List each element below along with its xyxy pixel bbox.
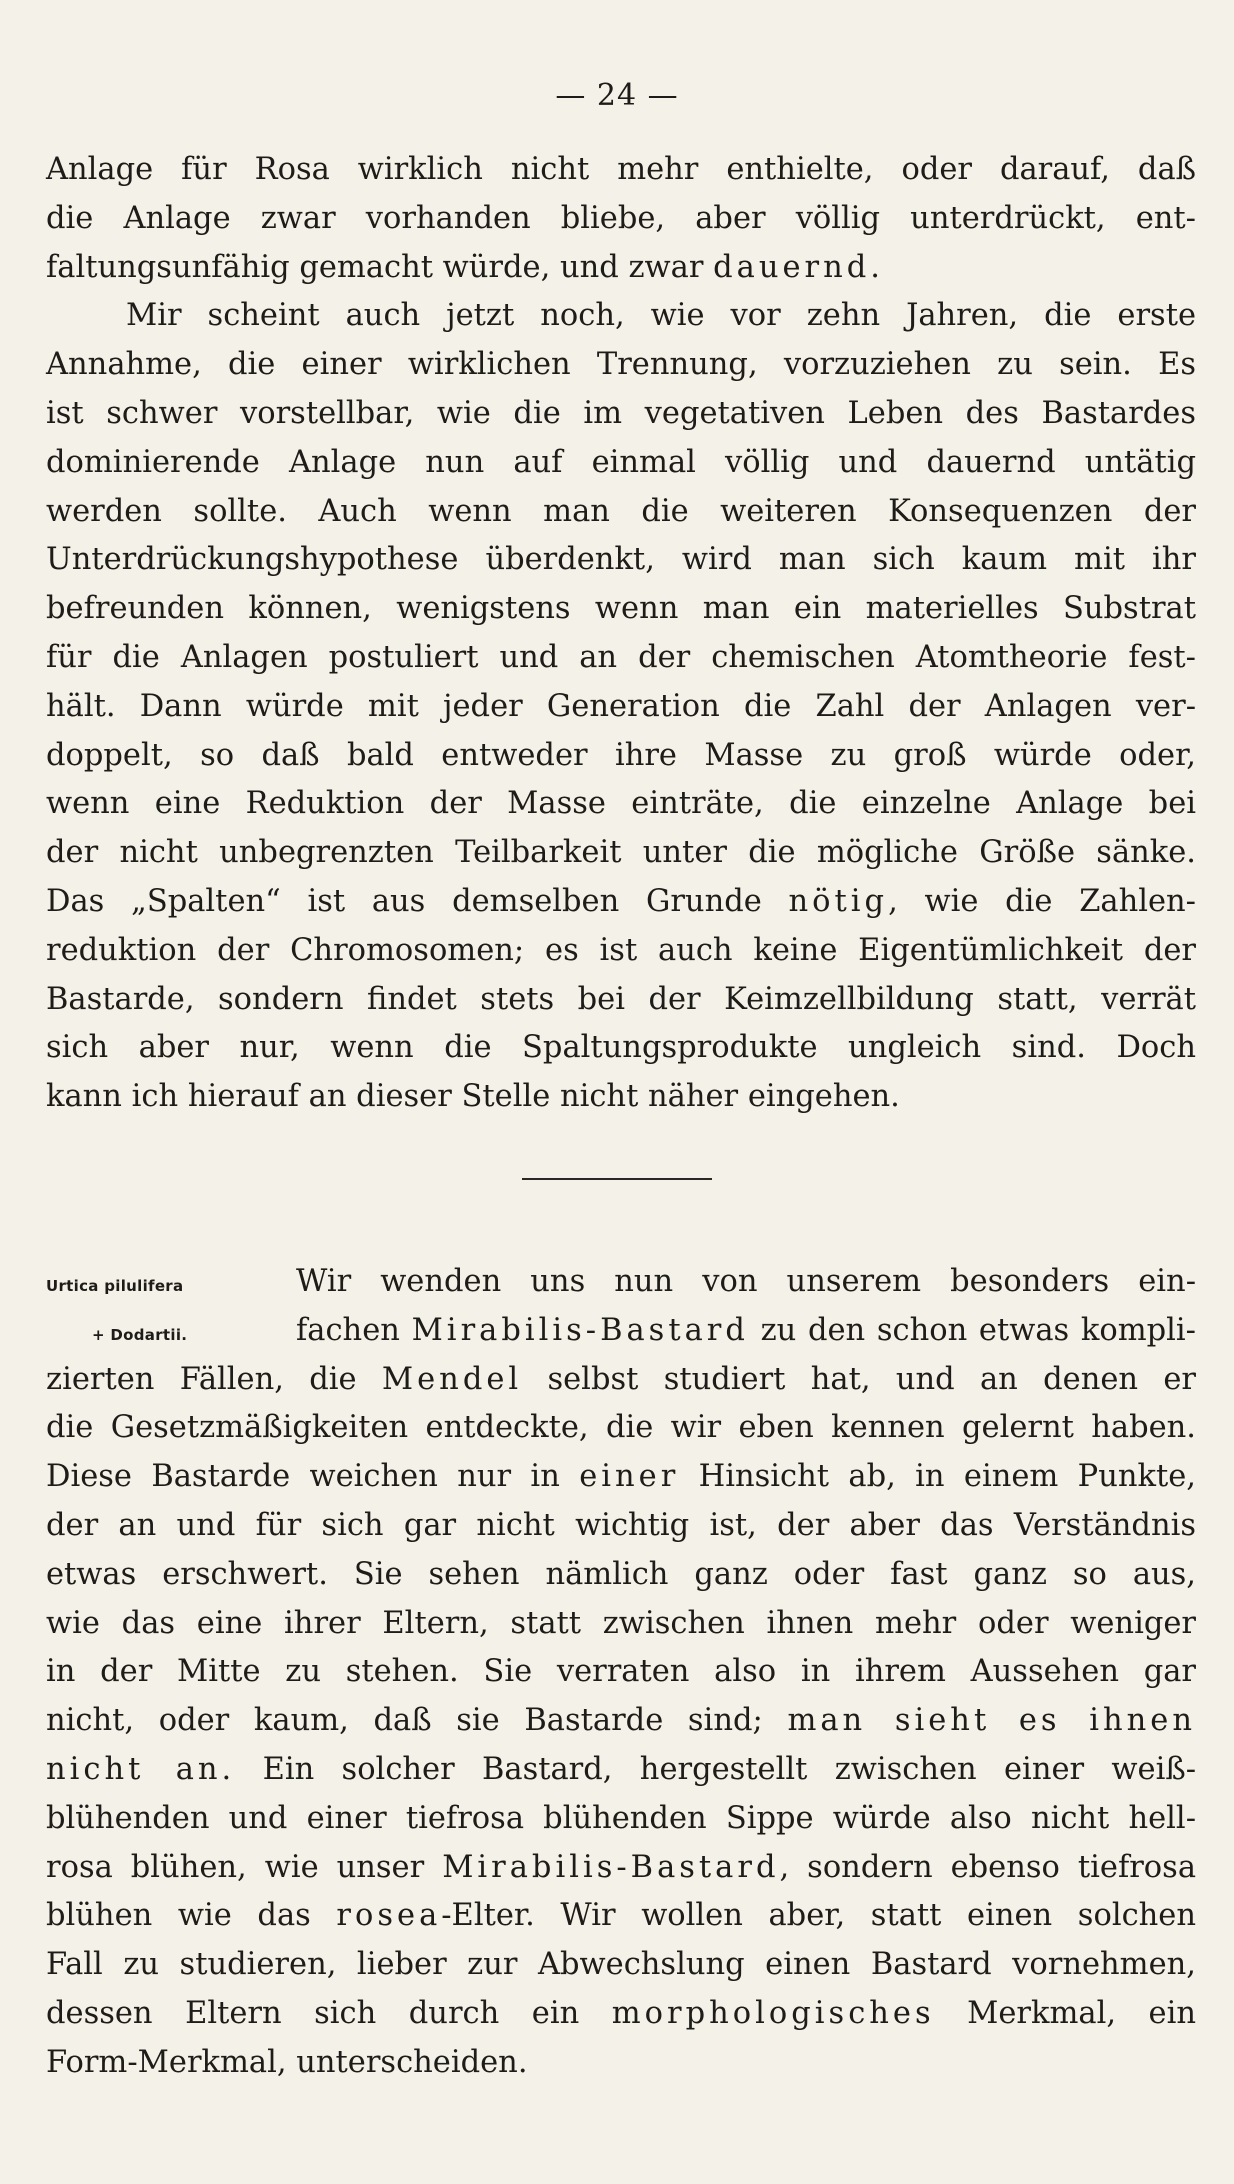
text-line: befreunden können, wenigstens wenn man ein materielles Substrat <box>46 591 1196 627</box>
text-fragment: blühen wie das <box>46 1898 311 1934</box>
emphasized-word: morphologisches <box>611 1995 935 2031</box>
emphasized-word: rosea <box>336 1898 442 1934</box>
text-line: wie das eine ihrer Eltern, statt zwischen ihnen mehr oder weniger <box>46 1605 1196 1641</box>
text-line: dominierende Anlage nun auf einmal völlig und dauernd untätig <box>46 444 1196 480</box>
text-line <box>46 1356 1196 1405</box>
text-line: reduktion der Chromosomen; es ist auch keine Eigentümlichkeit der <box>46 932 1196 968</box>
text-fragment: Diese Bastarde weichen nur in <box>46 1459 560 1495</box>
text-line: wenn eine Reduktion der Masse einträte, die einzelne Anlage bei <box>46 786 1196 822</box>
text-line: blühenden und einer tiefrosa blühenden Sippe würde also nicht hell- <box>46 1800 1196 1836</box>
text-line <box>46 878 1196 927</box>
text-fragment: Hinsicht ab, in einem Punkte, <box>698 1459 1196 1495</box>
page-number: — 24 — <box>555 78 679 113</box>
emphasized-word: einer <box>579 1459 680 1495</box>
text-line: die Anlage zwar vorhanden bliebe, aber völlig unterdrückt, ent- <box>46 200 1196 236</box>
text-line: der nicht unbegrenzten Teilbarkeit unter die mögliche Größe sänke. <box>46 835 1196 871</box>
text-line: ist schwer vorstellbar, wie die im vegetativen Leben des Bastardes <box>46 395 1196 431</box>
paragraph-mendel <box>46 1356 1196 2088</box>
emphasized-word: nötig <box>788 883 889 919</box>
margin-note <box>46 1262 246 1360</box>
text-line: Mir scheint auch jetzt noch, wie vor zehn Jahren, die erste <box>126 298 1196 334</box>
emphasized-word: Mendel <box>381 1361 523 1397</box>
text-line <box>46 244 1196 293</box>
emphasized-phrase: man sieht es ihnen <box>787 1703 1196 1739</box>
text-fragment: fachen <box>296 1312 400 1348</box>
text-fragment: faltungsunfähig gemacht würde, und zwar <box>46 249 704 285</box>
text-line: in der Mitte zu stehen. Sie verraten also in ihrem Aussehen gar <box>46 1654 1196 1690</box>
text-line <box>46 1844 1196 1893</box>
text-line: doppelt, so daß bald entweder ihre Masse zu groß würde oder, <box>46 737 1196 773</box>
margin-note-species: Urtica pilulifera <box>46 1277 184 1295</box>
text-line: Form-Merkmal, unterscheiden. <box>46 2044 528 2080</box>
emphasized-word: dauernd. <box>713 249 884 285</box>
text-line: Annahme, die einer wirklichen Trennung, vorzuziehen zu sein. Es <box>46 347 1196 383</box>
text-line: der an und für sich gar nicht wichtig ist, der aber das Verständnis <box>46 1507 1196 1543</box>
text-fragment: Ein solcher Bastard, hergestellt zwischen einer weiß- <box>262 1751 1196 1787</box>
text-fragment: nicht, oder kaum, daß sie Bastarde sind; <box>46 1703 763 1739</box>
text-line: Wir wenden uns nun von unserem besonders ein- <box>296 1264 1196 1299</box>
text-fragment: Merkmal, ein <box>967 1995 1196 2031</box>
text-line <box>46 1453 1196 1502</box>
text-fragment: , wie die Zahlen- <box>888 883 1196 919</box>
text-line: kann ich hierauf an dieser Stelle nicht näher eingehen. <box>46 1079 900 1115</box>
emphasized-phrase: nicht an. <box>46 1751 236 1787</box>
paragraph-intro-lines <box>296 1258 1196 1356</box>
text-line: etwas erschwert. Sie sehen nämlich ganz oder fast ganz so aus, <box>46 1556 1196 1592</box>
text-line: werden sollte. Auch wenn man die weiteren Konsequenzen der <box>46 493 1196 529</box>
text-fragment: -Elter. Wir wollen aber, statt einen solchen <box>441 1898 1196 1934</box>
text-line <box>46 1990 1196 2039</box>
section-divider <box>522 1178 712 1180</box>
text-fragment: , sondern ebenso tiefrosa <box>779 1849 1197 1885</box>
text-fragment: zierten Fällen, die <box>46 1361 357 1397</box>
text-line <box>296 1307 1196 1356</box>
text-fragment: Das „Spalten“ ist aus demselben Grunde <box>46 883 762 919</box>
text-line: Bastarde, sondern findet stets bei der Keimzellbildung statt, verrät <box>46 981 1196 1017</box>
text-line: Unterdrückungshypothese überdenkt, wird man sich kaum mit ihr <box>46 542 1196 578</box>
text-line: sich aber nur, wenn die Spaltungsprodukte ungleich sind. Doch <box>46 1030 1196 1066</box>
paragraph-argument <box>46 292 1196 1122</box>
text-line <box>46 1746 1196 1795</box>
text-line: hält. Dann würde mit jeder Generation die Zahl der Anlagen ver- <box>46 688 1196 724</box>
text-line: Anlage für Rosa wirklich nicht mehr enthielte, oder darauf, daß <box>46 152 1196 187</box>
emphasized-word: Mirabilis-Bastard <box>411 1312 749 1348</box>
text-line <box>46 1697 1196 1746</box>
text-line: Fall zu studieren, lieber zur Abwechslung einen Bastard vornehmen, <box>46 1947 1196 1983</box>
text-line <box>46 1892 1196 1941</box>
text-line: für die Anlagen postuliert und an der chemischen Atomtheorie fest- <box>46 639 1196 675</box>
text-fragment: selbst studiert hat, und an denen er <box>547 1361 1196 1397</box>
text-fragment: zu den schon etwas kompli- <box>760 1312 1196 1348</box>
text-fragment: dessen Eltern sich durch ein <box>46 1995 580 2031</box>
margin-note-cross: + Dodartii. <box>92 1325 188 1344</box>
text-line: die Gesetzmäßigkeiten entdeckte, die wir eben kennen gelernt haben. <box>46 1410 1196 1446</box>
paragraph-continuation <box>46 146 1196 292</box>
emphasized-word: Mirabilis-Bastard <box>442 1849 780 1885</box>
text-fragment: rosa blühen, wie unser <box>46 1849 425 1885</box>
